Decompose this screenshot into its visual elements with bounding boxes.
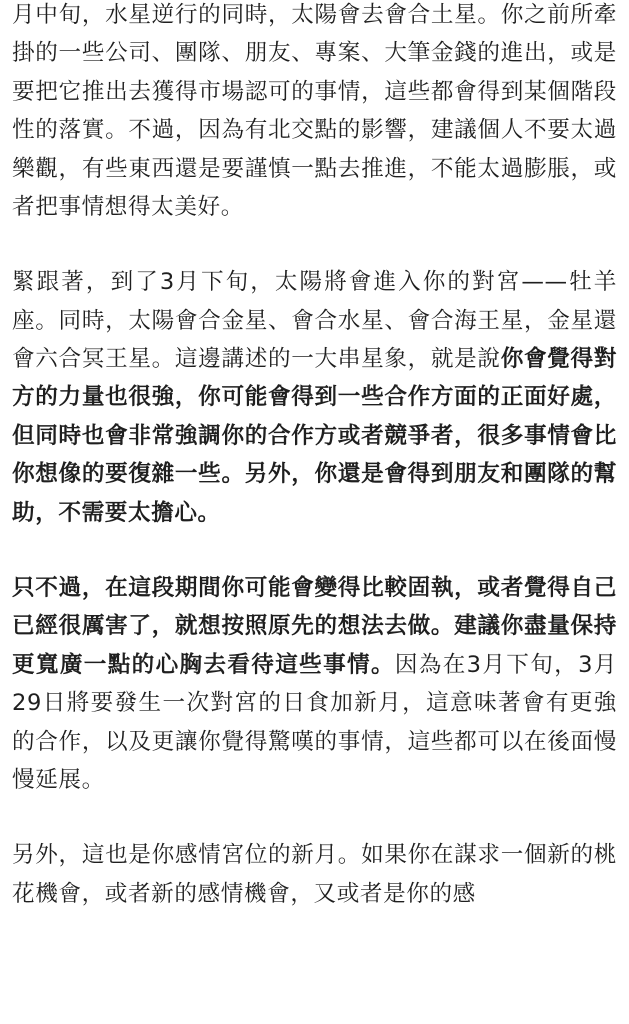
paragraph-3 (12, 569, 617, 799)
paragraph-4-text: 另外，這也是你感情宮位的新月。如果你在謀求一個新的桃花機會，或者新的感情機會，又或者是你的感 (12, 842, 617, 907)
paragraph-1-text: 月中旬，水星逆行的同時，太陽會去會合土星。你之前所牽掛的一些公司、團隊、朋友、專案、大筆金錢的進出，或是要把它推出去獲得市場認可的事情，這些都會得到某個階段性的落實。不過，因為有北交點的影響，建議個人不要太過樂觀，有些東西還是要謹慎一點去推進，不能太過膨脹，或者把事情想得太美好。 (12, 2, 617, 221)
paragraph-2-bold-text: 你會覺得對方的力量也很強，你可能會得到一些合作方面的正面好處，但同時也會非常強調你的合作方或者競爭者，很多事情會比你想像的要復雜一些。另外，你還是會得到朋友和團隊的幫助，不需要太擔心。 (12, 346, 617, 526)
paragraph-2-text: 緊跟著，到了3月下旬，太陽將會進入你的對宮——牡羊座。同時，太陽會合金星、會合水星、會合海王星，金星還會六合冥王星。這邊講述的一大串星象，就是說 (12, 269, 617, 373)
paragraph-2 (12, 263, 617, 532)
paragraph-1 (12, 0, 617, 226)
article-body (12, 0, 617, 950)
paragraph-4 (12, 836, 617, 913)
paragraph-3-text: 因為在3月下旬，3月29日將要發生一次對宮的日食加新月，這意味著會有更強的合作，以及更讓你覺得驚嘆的事情，這些都可以在後面慢慢延展。 (12, 651, 617, 793)
paragraph-3-bold-text: 只不過，在這段期間你可能會變得比較固執，或者覺得自己已經很厲害了，就想按照原先的想法去做。建議你盡量保持更寬廣一點的心胸去看待這些事情。 (12, 574, 617, 678)
